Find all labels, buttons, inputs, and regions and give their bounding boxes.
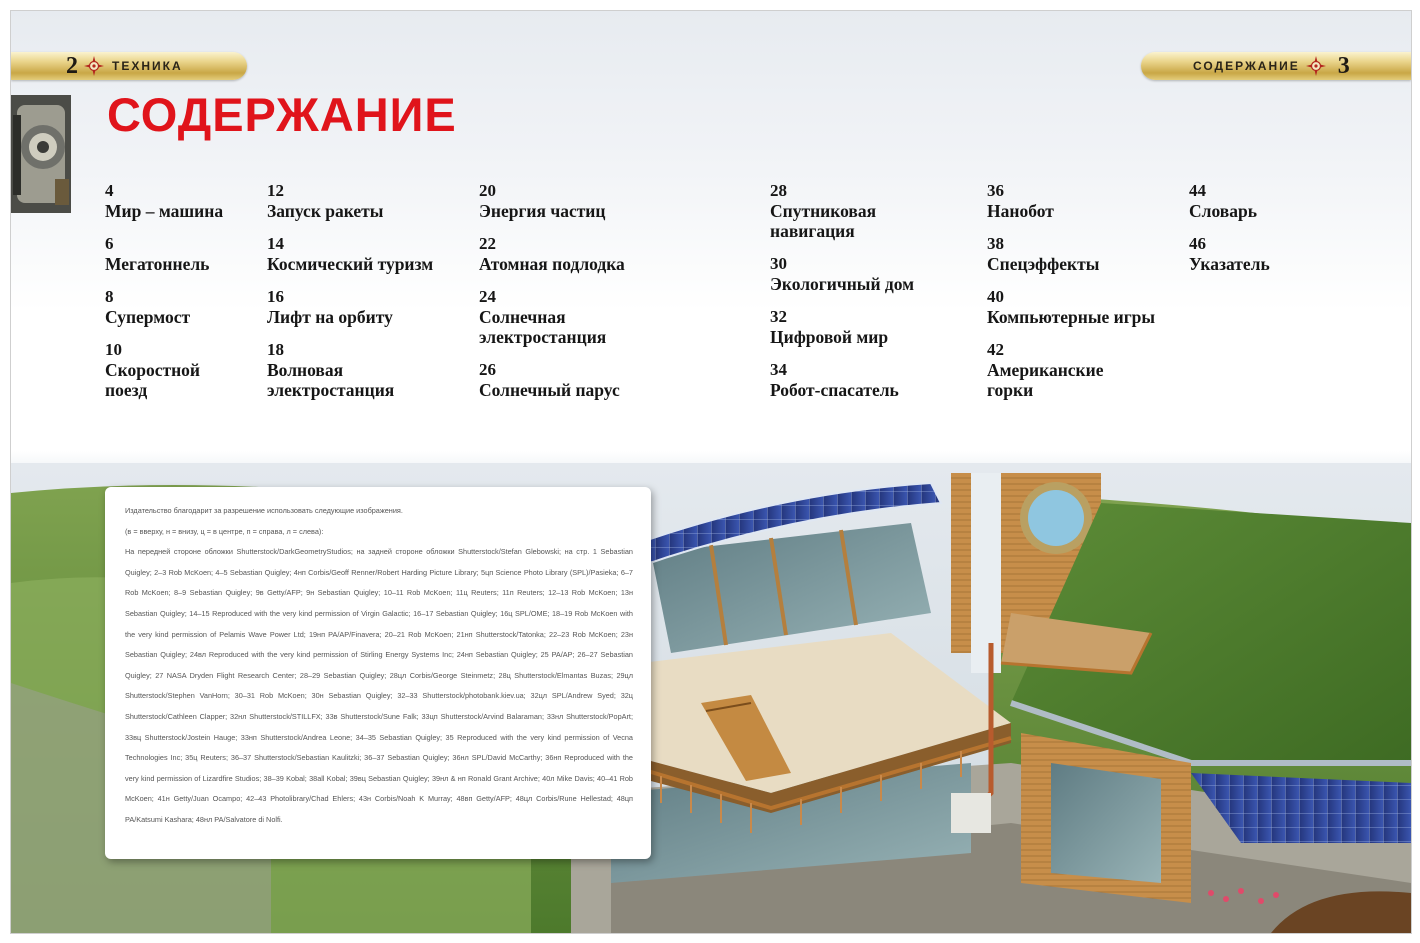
toc-entry-title: Запуск ракеты xyxy=(267,201,384,221)
toc-page-number: 20 xyxy=(479,181,496,200)
toc-entry-title: Указатель xyxy=(1189,254,1270,274)
toc-page-number: 6 xyxy=(105,234,114,253)
left-section-label: ТЕХНИКА xyxy=(112,59,183,73)
toc-entry[interactable] xyxy=(267,340,433,400)
toc-entry-title: Волновая электростанция xyxy=(267,360,395,400)
right-section-label: СОДЕРЖАНИЕ xyxy=(1193,59,1300,73)
toc-entry-title: Робот-спасатель xyxy=(770,380,899,400)
spread xyxy=(10,10,1412,934)
credits-body: На передней стороне обложки Shutterstock/DarkGeometryStudios; на задней стороне обложки Shutterstock/Stefan Glebowski; на стр. 1 Sebastian Quigley; 2–3 Rob McKoen; 4–5 Sebastian Quigley; 4нп Corbis/Geoff Renner/Robert Harding Picture Library; 5цп Science Photo Library (SPL)/Pasieka; 6–7 Rob McKoen; 8–9 Sebastian Quigley; 9в Getty/AFP; 9н Sebastian Quigley; 10–11 Rob McKoen; 11ц Reuters; 11п Reuters; 12–13 Rob McKoen; 13н Sebastian Quigley; 14–15 Reproduced with the very kind permission of Virgin Galactic; 16–17 Sebastian Quigley; 16ц SPL/OME; 18–19 Rob McKoen with the very kind permission of Pelamis Wave Power Ltd; 19нп PA/AP/Finavera; 20–21 Rob McKoen; 21нп Shutterstock/Tatonka; 22–23 Rob McKoen; 23н Sebastian Quigley; 24вл Reproduced with the very kind permission of Stirling Energy Systems Inc; 24нп Sebastian Quigley; 25 PA/AP; 26–27 Sebastian Quigley; 27 NASA Dryden Flight Research Center; 28–29 Sebastian Quigley; 28цл Corbis/George Steinmetz; 28ц Shutterstock/Elmantas Buzas; 29цл Shutterstock/Stephen VanHorn; 30–31 Rob McKoen; 30н Sebastian Quigley; 32–33 Shutterstock/photobank.kiev.ua; 32цл SPL/Andrew Syed; 32ц Shutterstock/Cathleen Clapper; 32нл Shutterstock/STILLFX; 33в Shutterstock/Sune Falk; 33цп Shutterstock/Arvind Balaraman; 33нл Shutterstock/PopArt; 33вц Shutterstock/Jostein Hauge; 33нп Shutterstock/Andrea Leone; 34–35 Sebastian Quigley; 35 Reproduced with the very kind permission of Vecna Technologies Inc; 35ц Reuters; 36–37 Shutterstock/Sebastian Kaulitzki; 36–37 Sebastian Quigley; 36нл SPL/David McCarthy; 36нп Reproduced with the very kind permission of Lizardfire Studios; 38–39 Kobal; 38all Kobal; 39вц Sebastian Quigley; 39нл & нп Ronald Grant Archive; 40л Mike Davis; 40–41 Rob McKoen; 41н Getty/Juan Ocampo; 42–43 Photolibrary/Chad Ehlers; 43н Corbis/Noah K Murray; 48вп Getty/AFP; 48цл Corbis/Rune Hellestad; 48цп PA/Katsumi Kashara; 48нл PA/Salvatore di Nolfi. xyxy=(125,547,633,824)
compass-rose-icon xyxy=(1306,56,1326,76)
toc-entry-title: Лифт на орбиту xyxy=(267,307,393,327)
toc-page-number: 10 xyxy=(105,340,122,359)
toc-entry[interactable] xyxy=(105,181,223,221)
toc-entry-title: Солнечная электростанция xyxy=(479,307,607,347)
toc-entry[interactable] xyxy=(1189,181,1270,221)
toc-entry-title: Американские горки xyxy=(987,360,1104,400)
toc-page-number: 28 xyxy=(770,181,787,200)
toc-column-3 xyxy=(479,181,625,413)
toc-entry[interactable] xyxy=(987,181,1155,221)
toc-entry[interactable] xyxy=(987,287,1155,327)
toc-page-number: 40 xyxy=(987,287,1004,306)
toc-entry[interactable] xyxy=(105,287,223,327)
left-page-number: 2 xyxy=(66,52,78,79)
toc-page-number: 44 xyxy=(1189,181,1206,200)
toc-page-number: 4 xyxy=(105,181,114,200)
toc-entry-title: Мегатоннель xyxy=(105,254,210,274)
toc-page-number: 8 xyxy=(105,287,114,306)
toc-entry[interactable] xyxy=(479,287,625,347)
toc-entry-title: Нанобот xyxy=(987,201,1054,221)
toc-entry-title: Энергия частиц xyxy=(479,201,606,221)
toc-page-number: 14 xyxy=(267,234,284,253)
toc-entry[interactable] xyxy=(479,234,625,274)
compass-rose-icon xyxy=(84,56,104,76)
toc-page-number: 18 xyxy=(267,340,284,359)
toc-page-number: 42 xyxy=(987,340,1004,359)
credits-legend: (в = вверху, н = внизу, ц = в центре, п = справа, л = слева): xyxy=(125,526,324,536)
toc-entry-title: Супермост xyxy=(105,307,191,327)
toc-entry[interactable] xyxy=(770,307,914,347)
toc-column-2 xyxy=(267,181,433,413)
toc-entry[interactable] xyxy=(479,360,625,400)
toc-page-number: 46 xyxy=(1189,234,1206,253)
toc-entry[interactable] xyxy=(770,360,914,400)
toc-entry[interactable] xyxy=(267,287,433,327)
toc-entry[interactable] xyxy=(105,340,223,400)
toc-page-number: 16 xyxy=(267,287,284,306)
toc-entry[interactable] xyxy=(105,234,223,274)
toc-entry-title: Цифровой мир xyxy=(770,327,889,347)
toc-entry-title: Словарь xyxy=(1189,201,1257,221)
page-title: СОДЕРЖАНИЕ xyxy=(107,88,457,141)
toc-page-number: 36 xyxy=(987,181,1004,200)
toc-entry-title: Компьютерные игры xyxy=(987,307,1156,327)
toc-entry-title: Экологичный дом xyxy=(770,274,915,294)
toc-page-number: 26 xyxy=(479,360,496,379)
toc-entry-title: Спутниковая навигация xyxy=(770,201,877,241)
toc-column-6 xyxy=(1189,181,1270,287)
toc-page-number: 12 xyxy=(267,181,284,200)
machine-thumbnail-image xyxy=(11,95,71,213)
toc-entry-title: Космический туризм xyxy=(267,254,434,274)
toc-entry[interactable] xyxy=(479,181,625,221)
toc-entry[interactable] xyxy=(1189,234,1270,274)
right-page-number: 3 xyxy=(1337,52,1350,79)
toc-entry-title: Атомная подлодка xyxy=(479,254,625,274)
header-tab-left xyxy=(11,52,247,80)
toc-entry[interactable] xyxy=(987,340,1155,400)
toc-entry[interactable] xyxy=(267,234,433,274)
toc-page-number: 32 xyxy=(770,307,787,326)
image-credits-panel xyxy=(105,487,651,859)
toc-entry[interactable] xyxy=(987,234,1155,274)
credits-intro: Издательство благодарит за разрешение использовать следующие изображения. xyxy=(125,506,403,515)
toc-page-number: 38 xyxy=(987,234,1004,253)
toc-column-4 xyxy=(770,181,914,413)
toc-entry-title: Солнечный парус xyxy=(479,380,620,400)
toc-entry[interactable] xyxy=(267,181,433,221)
toc-page-number: 34 xyxy=(770,360,787,379)
toc-entry-title: Спецэффекты xyxy=(987,254,1100,274)
toc-entry-title: Мир – машина xyxy=(105,201,224,221)
toc-column-1 xyxy=(105,181,223,413)
toc-entry-title: Скоростной поезд xyxy=(105,360,201,400)
toc-page-number: 30 xyxy=(770,254,787,273)
toc-column-5 xyxy=(987,181,1155,413)
header-tab-right xyxy=(1141,52,1411,80)
toc-entry[interactable] xyxy=(770,254,914,294)
toc-page-number: 24 xyxy=(479,287,496,306)
toc-entry[interactable] xyxy=(770,181,914,241)
toc-page-number: 22 xyxy=(479,234,496,253)
